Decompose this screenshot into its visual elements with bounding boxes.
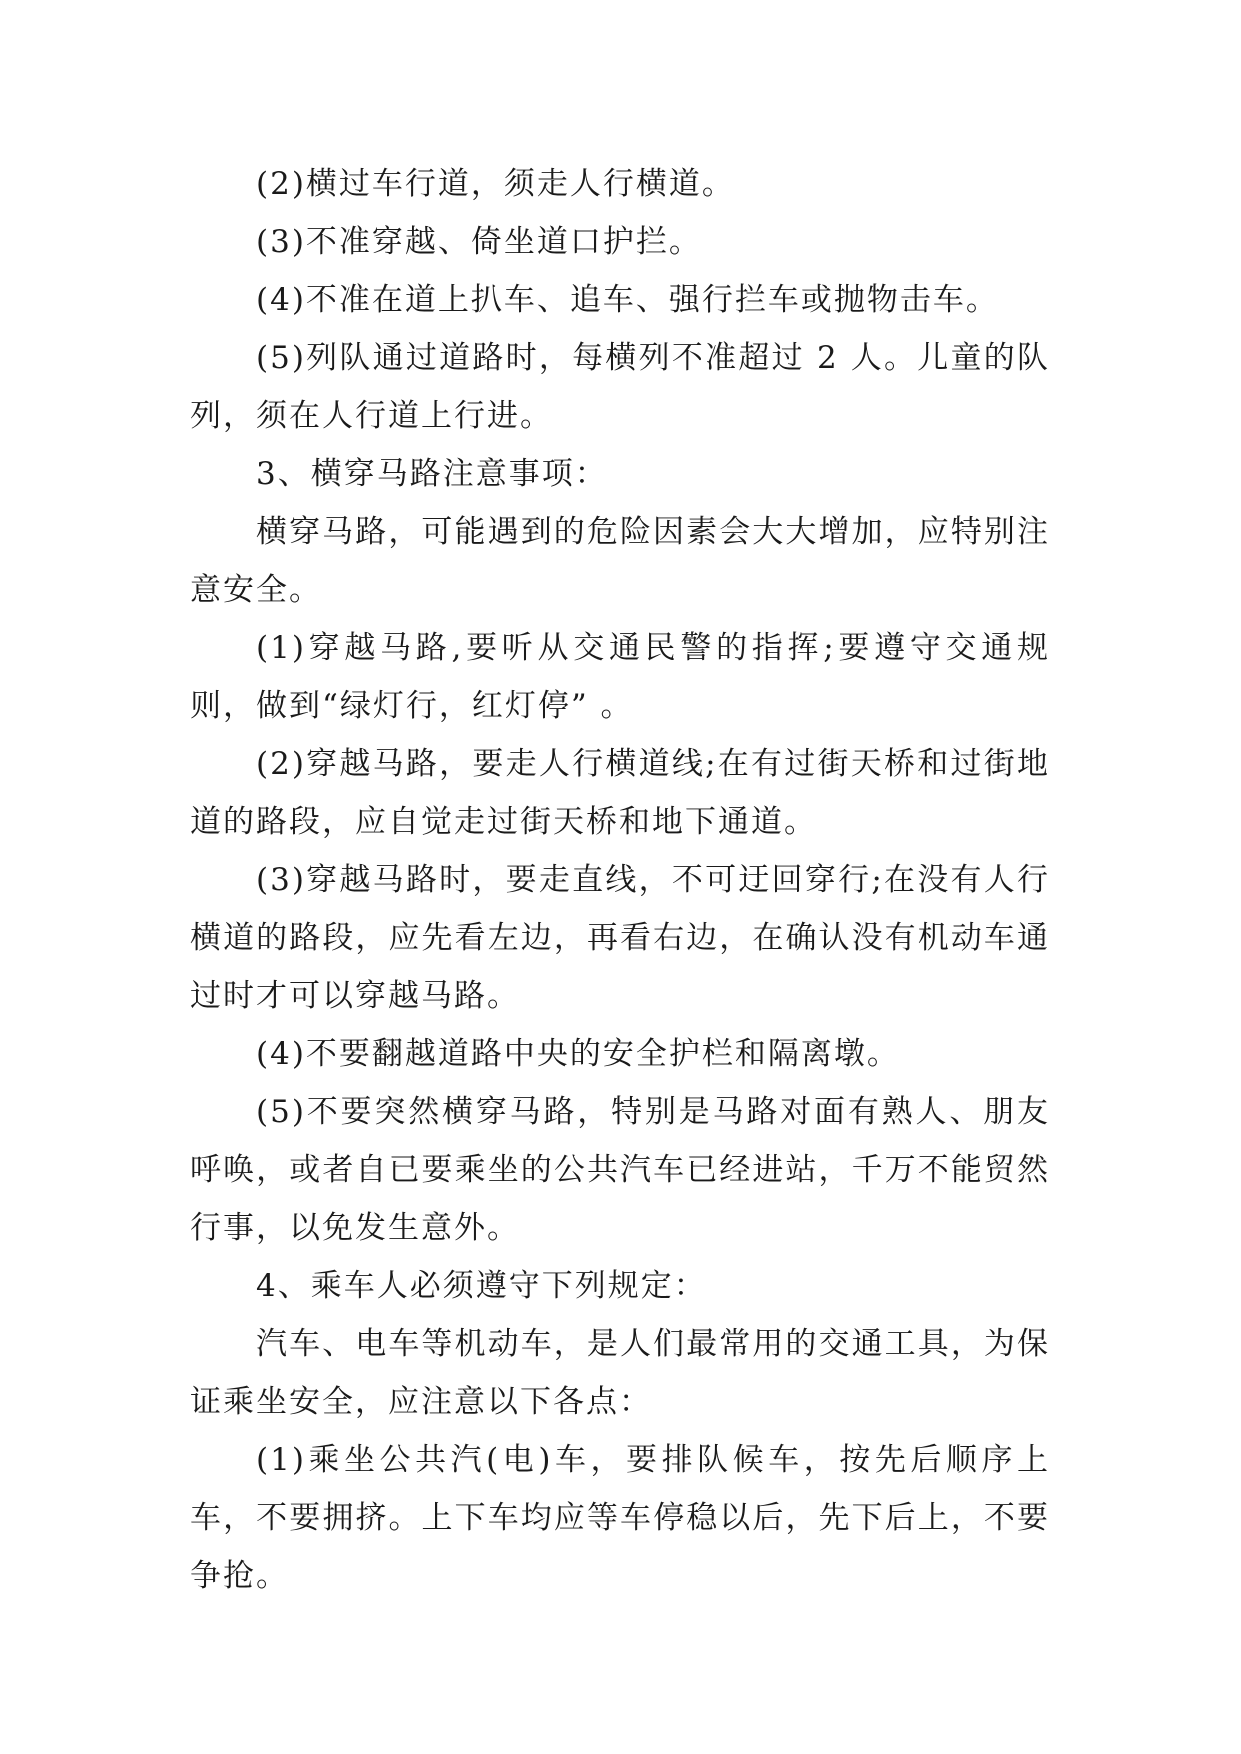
paragraph: (3)穿越马路时，要走直线，不可迂回穿行;在没有人行横道的路段，应先看左边，再看右边，在确认没有机动车通过时才可以穿越马路。 bbox=[190, 862, 1050, 1014]
paragraph: (1)乘坐公共汽(电)车，要排队候车，按先后顺序上车，不要拥挤。上下车均应等车停稳以后，先下后上，不要争抢。 bbox=[190, 1442, 1050, 1594]
document-body bbox=[190, 155, 1050, 1605]
paragraph: 横穿马路，可能遇到的危险因素会大大增加，应特别注意安全。 bbox=[190, 514, 1050, 608]
paragraph: (1)穿越马路,要听从交通民警的指挥;要遵守交通规则，做到“绿灯行，红灯停” 。 bbox=[190, 630, 1050, 724]
paragraph: (2)横过车行道，须走人行横道。 bbox=[256, 166, 735, 202]
paragraph: (4)不准在道上扒车、追车、强行拦车或抛物击车。 bbox=[256, 282, 999, 318]
section-heading: 3、横穿马路注意事项： bbox=[256, 456, 608, 492]
section-heading: 4、乘车人必须遵守下列规定： bbox=[256, 1268, 707, 1304]
paragraph: (2)穿越马路，要走人行横道线;在有过街天桥和过街地道的路段，应自觉走过街天桥和地下通道。 bbox=[190, 746, 1050, 840]
paragraph: (5)列队通过道路时，每横列不准超过 2 人。儿童的队列，须在人行道上行进。 bbox=[190, 340, 1050, 434]
paragraph: (3)不准穿越、倚坐道口护拦。 bbox=[256, 224, 702, 260]
paragraph: (5)不要突然横穿马路，特别是马路对面有熟人、朋友呼唤，或者自已要乘坐的公共汽车已经进站，千万不能贸然行事，以免发生意外。 bbox=[190, 1094, 1050, 1246]
paragraph: (4)不要翻越道路中央的安全护栏和隔离墩。 bbox=[256, 1036, 900, 1072]
paragraph: 汽车、电车等机动车，是人们最常用的交通工具，为保证乘坐安全，应注意以下各点： bbox=[190, 1326, 1050, 1420]
